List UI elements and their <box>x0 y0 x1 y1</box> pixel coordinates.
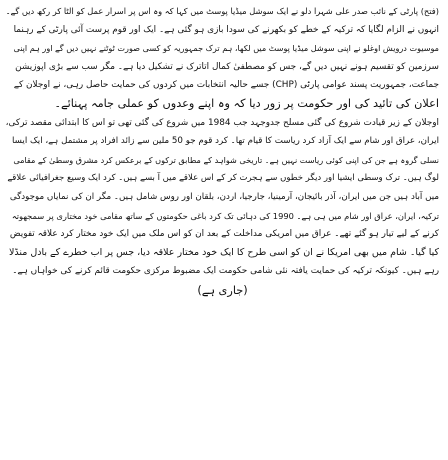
text-line: (فتح) پارٹی کے نائب صدر علی شہرا دلو نے ایک سوشل میڈیا پوسٹ میں کہا کہ وہ اس پر اسرار عمل کو الٹا کر رکھ دیں گے۔ <box>6 6 439 16</box>
text-line: کرنے کے لیے تیار ہو گئے تھے۔ عراق میں امریکی مداخلت کے بعد ان کو اس ملک میں ایک خود مختار کرد علاقہ تفویض <box>9 229 439 240</box>
text-line: رہے ہیں۔ کیونکہ ترکیہ کی حمایت یافتہ نئی شامی حکومت ایک مضبوط مرکزی حکومت قائم کرنے کی خواہاں ہے۔ <box>12 266 439 277</box>
text-line: ایران، عراق اور شام سے ایک آزاد کرد ریاست کا قیام تھا۔ کرد قوم جو 50 ملین سے زائد افراد پر مشتمل ہے، ایک ایسا <box>12 136 439 147</box>
text-line: موسیوت درویش اوغلو نے اپنی سوشل میڈیا پوسٹ میں لکھا، ہم ترک جمہوریہ کو کسی صورت ٹوٹنے نہیں دیں گے اور ہم اپنی <box>13 43 439 54</box>
text-line: سرزمین کو تقسیم ہونے نہیں دیں گے، جس کو مصطفیٰ کمال اتاترک نے تشکیل دیا ہے۔ مگر سب سے بڑی اپوزیشن <box>15 61 439 72</box>
article-paragraph-2 <box>6 114 439 281</box>
text-line: لوگ ہیں۔ ترک وسطی ایشیا اور دیگر خطوں سے ہجرت کر کے اس علاقے میں آ بسے ہیں۔ کرد ایک وسیع جغرافیائی علاقے <box>7 173 439 184</box>
text-line: انہوں نے الزام لگایا کہ ترکیہ کے خطے کو بکھرنے کی سودا بازی ہو گئی ہے۔ ایک اور قوم پرست آئی پارٹی کے رہنما <box>13 24 439 35</box>
text-line: اعلان کی تائید کی اور حکومت پر زور دیا کہ وہ اپنے وعدوں کو عملی جامہ پہنائے۔ <box>54 96 439 110</box>
article-paragraph-1 <box>6 2 439 114</box>
continued-label: (جاری ہے) <box>197 283 248 297</box>
text-line: ترکیہ، ایران، عراق اور شام میں ہی ہے۔ 1990 کی دہائی تک کرد باغی حکومتوں کے ساتھ مقامی خود مختاری پر سمجھوتہ <box>11 210 439 221</box>
text-line: میں آباد ہیں جن میں ایران، آذر بائیجان، آرمینیا، جارجیا، اردن، بلقان اور روس شامل ہیں۔ مگر ان کی نمایاں موجودگی <box>9 191 439 202</box>
text-line: کیا گیا۔ شام میں بھی امریکا نے ان کو اسی طرح کا ایک خود مختار علاقہ دیا، جس پر اب خطرے کے بادل منڈلا <box>8 246 439 258</box>
text-line: جماعت، جمہوریت پسند عوامی پارٹی (CHP) جسے حالیہ انتخابات میں کردوں کی حمایت حاصل رہی، نے اوجلان کے <box>13 80 439 91</box>
text-line: اوجلان کے زیر قیادت شروع کی گئی مسلح جدوجہد جب 1984 میں شروع کی گئی تھی تو اس کا ابتدائی مقصد ترکی، <box>6 117 439 128</box>
text-line: نسلی گروہ ہے جن کی اپنی کوئی ریاست نہیں ہے۔ تاریخی شواہد کے مطابق ترکوں کے برعکس کرد مشرق وسطیٰ کے مقامی <box>13 154 439 165</box>
